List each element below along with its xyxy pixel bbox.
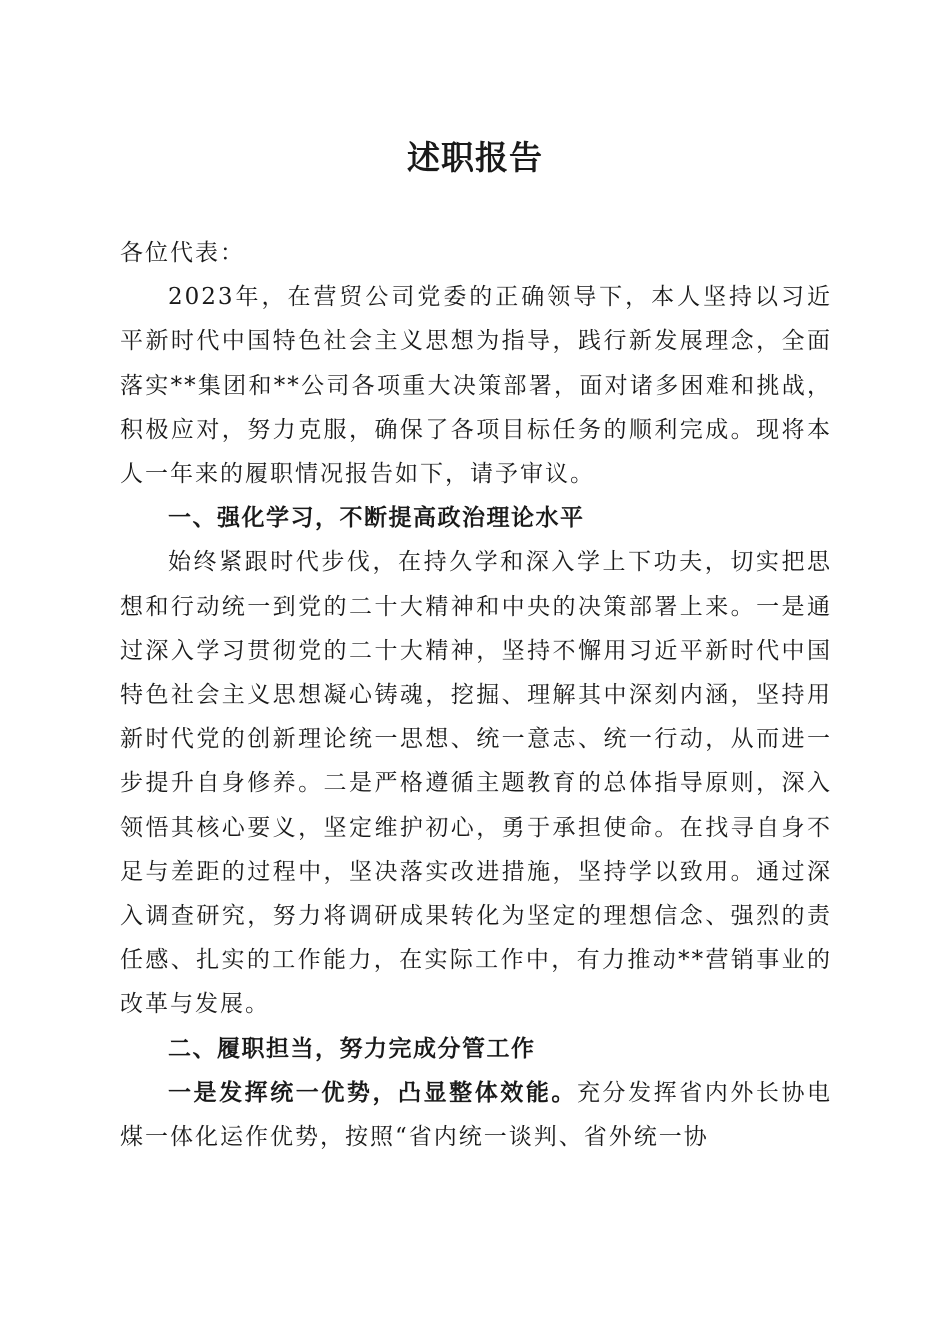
document-body [120, 231, 832, 1159]
document-title: 述职报告 [407, 138, 543, 177]
section-2-body: 充分发挥省内外长协电煤一体化运作优势，按照“省内统一谈判、省外统一协 [120, 1079, 833, 1151]
intro-paragraph: 2023年，在营贸公司党委的正确领导下，本人坚持以习近平新时代中国特色社会主义思想为指导，践行新发展理念，全面落实**集团和**公司各项重大决策部署，面对诸多困难和挑战，积极应对，努力克服，确保了各项目标任务的顺利完成。现将本人一年来的履职情况报告如下，请予审议。 [120, 284, 832, 488]
section-1-heading: 一、强化学习，不断提高政治理论水平 [168, 505, 585, 532]
section-1-paragraph: 始终紧跟时代步伐，在持久学和深入学上下功夫，切实把思想和行动统一到党的二十大精神和中央的决策部署上来。一是通过深入学习贯彻党的二十大精神，坚持不懈用习近平新时代中国特色社会主义思想凝心铸魂，挖掘、理解其中深刻内涵，坚持用新时代党的创新理论统一思想、统一意志、统一行动，从而进一步提升自身修养。二是严格遵循主题教育的总体指导原则，深入领悟其核心要义，坚定维护初心，勇于承担使命。在找寻自身不足与差距的过程中，坚决落实改进措施，坚持学以致用。通过深入调查研究，努力将调研成果转化为坚定的理想信念、强烈的责任感、扎实的工作能力，在实际工作中，有力推动**营销事业的改革与发展。 [120, 549, 832, 1018]
salutation: 各位代表： [120, 240, 245, 266]
section-2-paragraph [120, 1071, 832, 1159]
section-2-heading: 二、履职担当，努力完成分管工作 [168, 1035, 536, 1062]
section-2-lead: 一是发挥统一优势，凸显整体效能。 [168, 1078, 577, 1106]
